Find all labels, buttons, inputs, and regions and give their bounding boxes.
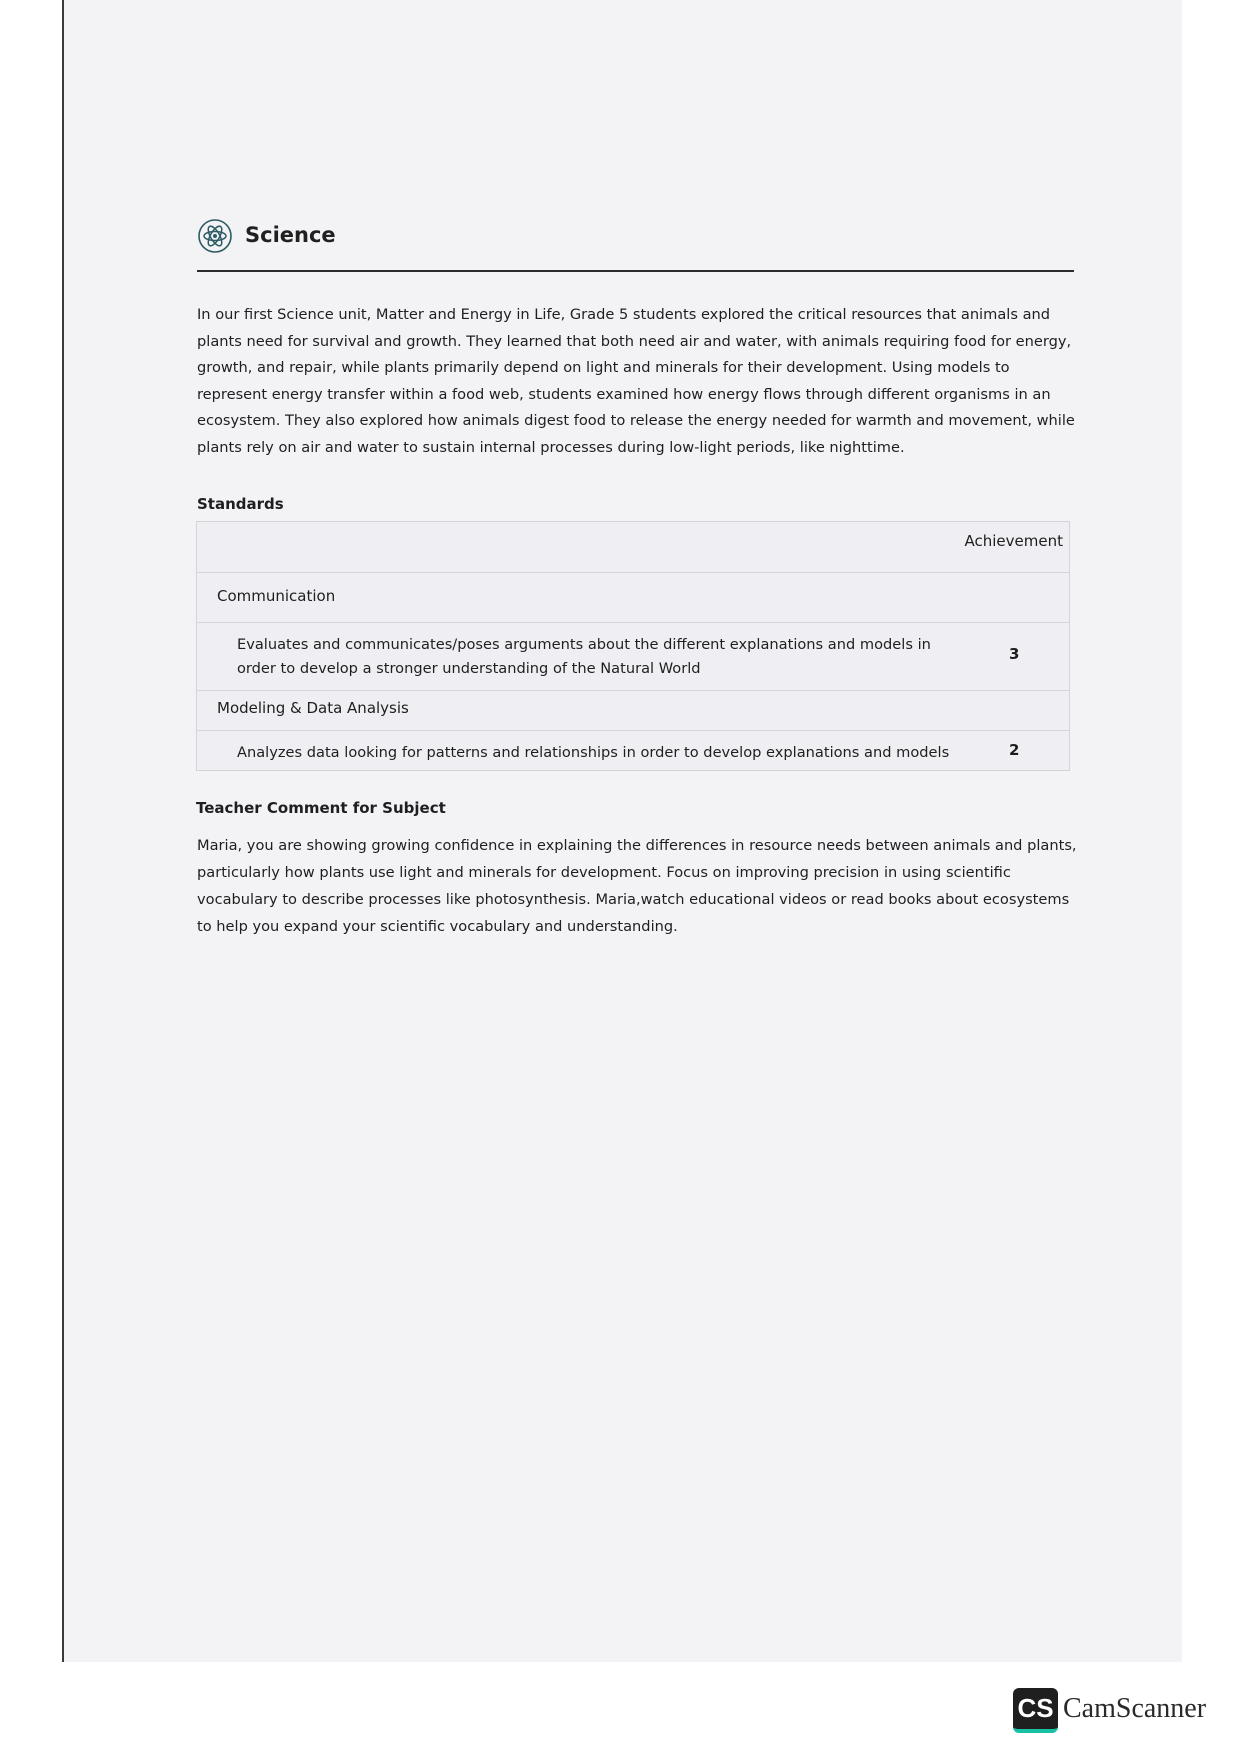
section-header xyxy=(197,218,1074,272)
page-margin xyxy=(1182,0,1240,1662)
category-row xyxy=(197,572,1069,623)
standard-score: 2 xyxy=(1009,741,1020,759)
category-communication: Communication xyxy=(217,587,336,605)
standards-heading: Standards xyxy=(197,495,284,513)
teacher-comment-text: Maria, you are showing growing confidence in explaining the differences in resource needs between animals and plants, particularly how plants use light and minerals for development. Focus on improving precision in using scientific vocabulary to describe processes like photosynthesis. Maria,watch educational videos or read books about ecosystems to help you expand your scientific vocabulary and understanding. xyxy=(197,837,1077,935)
standard-score: 3 xyxy=(1009,645,1020,663)
achievement-column-header: Achievement xyxy=(964,532,1063,550)
standard-text: Evaluates and communicates/poses arguments about the different explanations and models in order to develop a stronger understanding of the Natural World xyxy=(237,636,931,677)
atom-icon xyxy=(197,218,233,254)
standard-text: Analyzes data looking for patterns and relationships in order to develop explanations and models xyxy=(237,744,950,761)
camscanner-logo-icon: CS xyxy=(1013,1688,1058,1733)
standard-row xyxy=(197,730,1069,771)
category-modeling: Modeling & Data Analysis xyxy=(217,699,409,717)
teacher-comment-heading: Teacher Comment for Subject xyxy=(196,799,446,817)
camscanner-brand: CamScanner xyxy=(1063,1693,1207,1724)
intro-paragraph: In our first Science unit, Matter and Energy in Life, Grade 5 students explored the critical resources that animals and plants need for survival and growth. They learned that both need air and water, with animals requiring food for energy, growth, and repair, while plants primarily depend on light and minerals for their development. Using models to represent energy transfer within a food web, students examined how energy flows through different organisms in an ecosystem. They also explored how animals digest food to release the energy needed for warmth and movement, while plants rely on air and water to sustain internal processes during low-light periods, like nighttime. xyxy=(197,306,1075,456)
standard-row xyxy=(197,622,1069,691)
section-title: Science xyxy=(245,223,336,247)
standards-table xyxy=(196,521,1070,771)
category-row xyxy=(197,690,1069,731)
